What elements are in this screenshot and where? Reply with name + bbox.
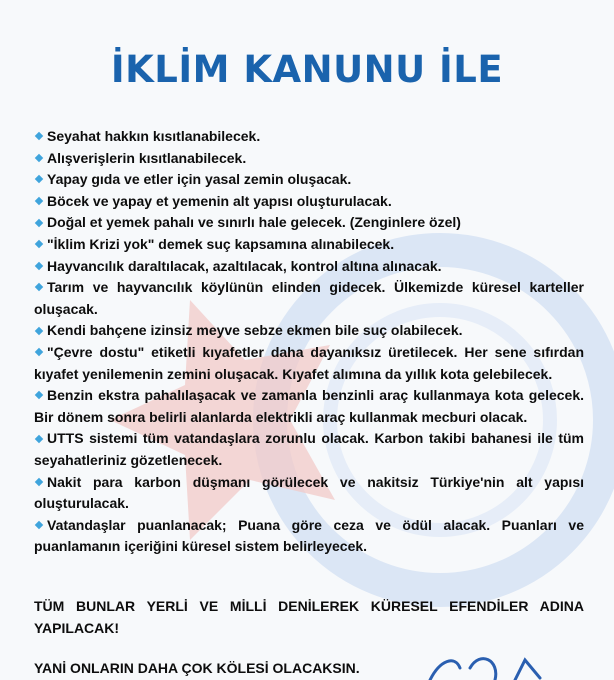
diamond-bullet-icon bbox=[35, 478, 43, 486]
list-item: Böcek ve yapay et yemenin alt yapısı oluşturulacak. bbox=[34, 191, 584, 213]
diamond-bullet-icon bbox=[35, 391, 43, 399]
diamond-bullet-icon bbox=[35, 132, 43, 140]
list-item: Nakit para karbon düşmanı görülecek ve nakitsiz Türkiye'nin alt yapısı oluşturulacak. bbox=[34, 473, 584, 512]
list-item: Kendi bahçene izinsiz meyve sebze ekmen bile suç olabilecek. bbox=[34, 320, 584, 342]
diamond-bullet-icon bbox=[35, 521, 43, 529]
list-item: Benzin ekstra pahalılaşacak ve zamanla benzinli araç kullanmaya kota gelecek. Bir dönem sonra belirli alanlarda elektrikli araç kullanmak mecburi olacak. bbox=[34, 387, 584, 425]
diamond-bullet-icon bbox=[35, 218, 43, 226]
consequence-list bbox=[34, 126, 584, 558]
diamond-bullet-icon bbox=[35, 240, 43, 248]
diamond-bullet-icon bbox=[35, 154, 43, 162]
diamond-bullet-icon bbox=[35, 262, 43, 270]
diamond-bullet-icon bbox=[35, 348, 43, 356]
list-item: Hayvancılık daraltılacak, azaltılacak, kontrol altına alınacak. bbox=[34, 256, 584, 278]
diamond-bullet-icon bbox=[35, 326, 43, 334]
closing-statement: TÜM BUNLAR YERLİ VE MİLLİ DENİLEREK KÜRESEL EFENDİLER ADINA YAPILACAK! bbox=[34, 598, 584, 636]
list-item: "İklim Krizi yok" demek suç kapsamına alınabilecek. bbox=[34, 234, 584, 256]
document-title: İKLİM KANUNU İLE bbox=[110, 48, 504, 91]
list-item: Seyahat hakkın kısıtlanabilecek. bbox=[34, 126, 584, 148]
diamond-bullet-icon bbox=[35, 283, 43, 291]
list-item: UTTS sistemi tüm vatandaşlara zorunlu olacak. Karbon takibi bahanesi ile tüm seyahatleriniz gözetlenecek. bbox=[34, 430, 584, 468]
list-item: Doğal et yemek pahalı ve sınırlı hale gelecek. (Zenginlere özel) bbox=[34, 212, 584, 234]
diamond-bullet-icon bbox=[35, 175, 43, 183]
list-item: Alışverişlerin kısıtlanabilecek. bbox=[34, 148, 584, 170]
list-item: Vatandaşlar puanlanacak; Puana göre ceza ve ödül alacak. Puanları ve puanlamanın içeriğini küresel sistem belirleyecek. bbox=[34, 516, 584, 555]
list-item: "Çevre dostu" etiketli kıyafetler daha dayanıksız üretilecek. Her sene sıfırdan kıyafet yenilemenin zemini oluşacak. Kıyafet alımına da yıllık kota gelebilecek. bbox=[34, 343, 584, 382]
list-item: Yapay gıda ve etler için yasal zemin oluşacak. bbox=[34, 169, 584, 191]
diamond-bullet-icon bbox=[35, 197, 43, 205]
list-item: Tarım ve hayvancılık köylünün elinden gidecek. Ülkemizde küresel karteller oluşacak. bbox=[34, 279, 584, 317]
closing-line: YANİ ONLARIN DAHA ÇOK KÖLESİ OLACAKSIN. bbox=[34, 660, 360, 676]
diamond-bullet-icon bbox=[35, 434, 43, 442]
